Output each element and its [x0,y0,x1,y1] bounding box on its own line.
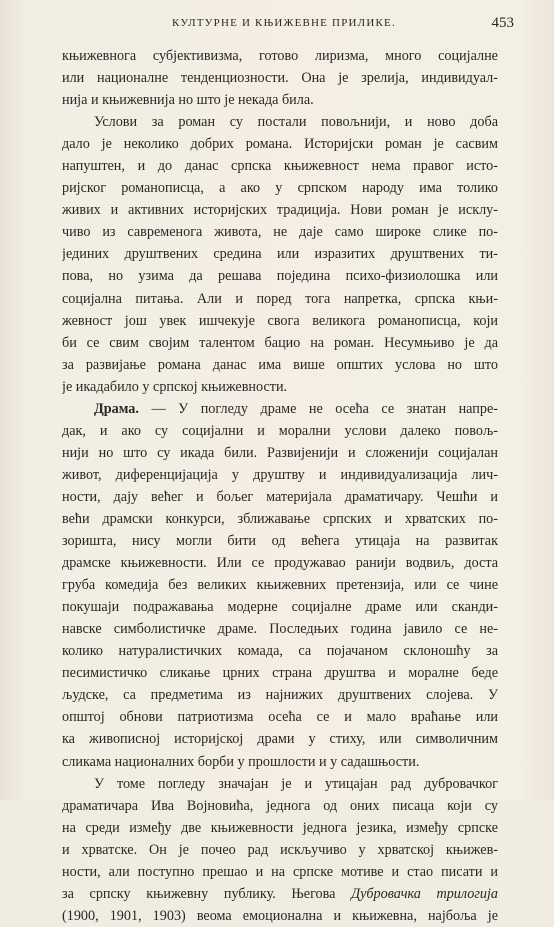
text-line: ријског романописца, а ако у српском народу има толико [62,180,498,197]
text-line: нији но што су икада били. Развијенији и сложенији социјалан [62,444,498,461]
text-line [62,883,498,905]
text-line: на среди између две књижевности једнога језика, између српске [62,819,498,836]
text-line: ности, али поступно прешао и на српске мотиве и стао писати и [62,863,498,880]
paragraph-novel [62,111,498,398]
text-line: социјална питања. Али и поред тога напретка, српска књи- [62,290,498,307]
paragraph-vojnovic [62,773,498,927]
text-line: пова, но узима да решава поједина психо-физиолошка или [62,268,498,285]
text-line: драматичара Ива Војновића, једнога од оних писаца који су [62,797,498,814]
text-line: драмске књижевности. Или се продужавао ранији водвиљ, доста [62,555,498,572]
section-heading-drama: Драма. [94,400,139,417]
text-line: већи драмски конкурси, зближавање српских и хрватских по- [62,510,498,527]
paragraph-continuation [62,45,498,111]
text-line: дак, и ако су социјални и морални услови далеко повољ- [62,422,498,439]
text-line: и хрватске. Он је почео рад искључиво у хрватској књижев- [62,841,498,858]
work-title: Дубровачка трилогија [351,885,498,902]
text-line: навске симболистичке драме. Последњих година јавило се не- [62,621,498,638]
text-fragment: за српску књижевну публику. Његова [62,885,352,902]
text-line: јединих друштвених средина или изразитих друштвених ти- [62,246,498,263]
page-number: 453 [491,15,514,31]
text-line: Услови за роман су постали повољнији, и ново доба [94,114,498,131]
text-line: живих и активних историјских традиција. Нови роман је исклу- [62,202,498,219]
paragraph-drama [62,398,498,773]
text-line: за развијање романа данас има више општих услова но што [62,356,498,373]
body-text [62,45,498,927]
text-line: покушаји подражавања модерне социјалне драме или сканди- [62,599,498,616]
text-line: груба комедија без великих књижевних претензија, или се чине [62,577,498,594]
text-line: чиво из савременога живота, не даје само широке слике по- [62,224,498,241]
text-line: нија и књижевнија но што је некада била. [62,92,314,109]
text-line: општој обнови патриотизма осећа се и мало враћање или [62,709,498,726]
text-line: ка живописној историјској драми у стиху, или символичним [62,731,498,748]
text-line: дало је неколико добрих романа. Историјски роман је сасвим [62,136,498,153]
text-line: ности, дају већег и бољег материјала драматичару. Чешћи и [62,488,498,505]
text-line: је икадабило у српској књижевности. [62,378,288,395]
running-header-title: КУЛТУРНЕ И КЊИЖЕВНЕ ПРИЛИКЕ. [172,17,396,29]
running-header [172,15,514,35]
text-line: (1900, 1901, 1903) веома емоционална и књижевна, најбоља је [62,907,498,924]
text-line: сликама националних борби у прошлости и у садашњости. [62,753,420,770]
text-fragment: — У погледу драме не осећа се знатан напре- [138,400,498,417]
text-line: књижевнога субјективизма, готово лиризма, много социјалне [62,48,498,64]
text-line: би се свим својим талентом бацио на роман. Несумњиво је да [62,334,498,351]
text-line: жевност још увек ишчекује свога великога романописца, који [62,312,498,329]
text-line: колико натуралистичких комада, са појачаном склоношћу за [62,643,498,660]
text-line: људске, са предметима из најнижих друштвених слојева. У [62,687,498,704]
text-line: напуштен, и до данас српска књижевност нема правог исто- [62,158,498,175]
text-line: зоришта, нису могли бити од већега утицаја на развитак [62,533,498,550]
text-line: живот, диференцијација у друштву и индивидуализација лич- [62,466,498,483]
text-line: песимистичко сликање црних страна друштва и моралне беде [62,665,498,682]
text-line: или националне тенденциозности. Она је зрелија, индивидуал- [62,70,498,87]
text-line: У томе погледу значајан је и утицајан рад дубровачког [94,775,498,792]
text-line [62,398,498,420]
